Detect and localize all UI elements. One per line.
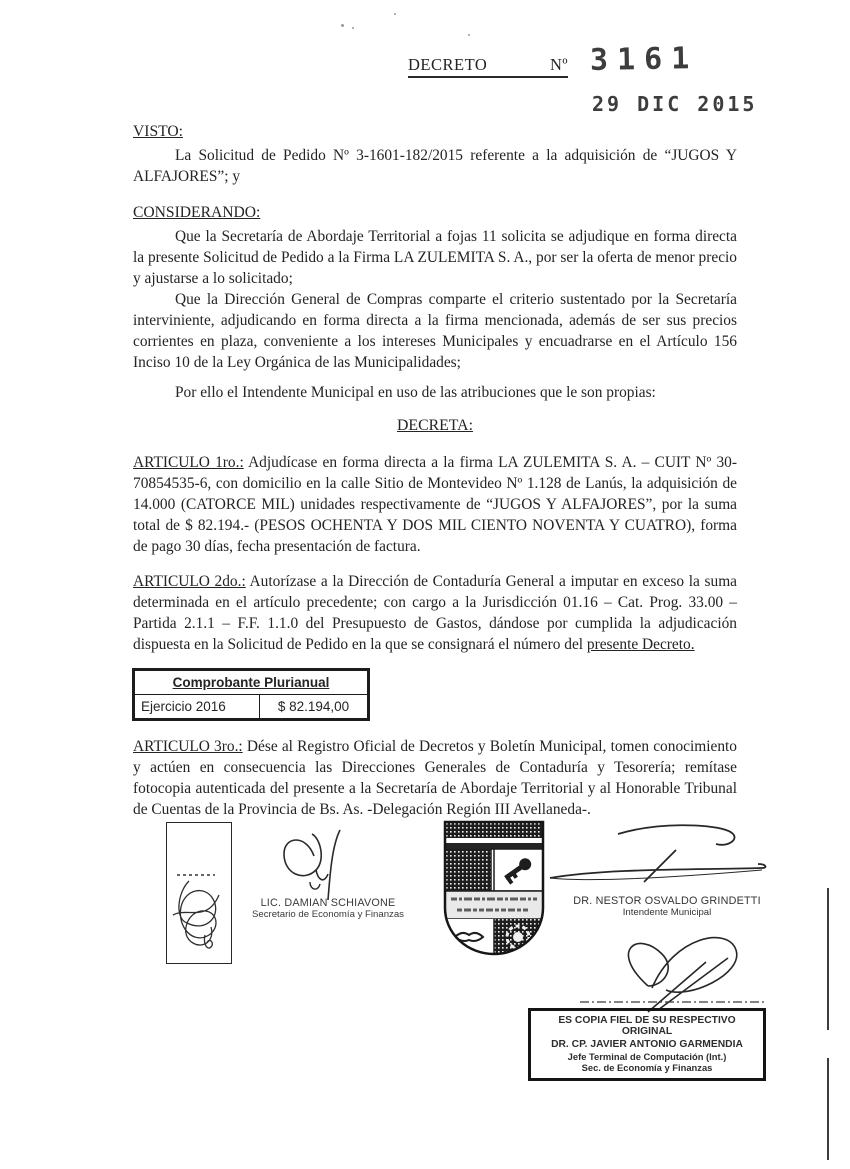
article-2-underlined-tail: presente Decreto. <box>586 636 695 653</box>
visto-heading: VISTO: <box>133 123 183 140</box>
scan-speck <box>352 27 354 29</box>
document-body <box>133 121 737 834</box>
date-stamp: 29 DIC 2015 <box>592 92 758 116</box>
considerando-paragraph-2: Que la Dirección General de Compras comparte el criterio sustentado por la Secretaría interviniente, adjudicando en forma directa a la firma mencionada, además de ser sus precios corrientes en plaza, conveniente a los intereses Municipales y encuadrarse en el Artículo 156 Inciso 10 de la Ley Orgánica de las Municipalidades; <box>133 291 737 371</box>
decree-header <box>408 55 568 78</box>
visto-paragraph: La Solicitud de Pedido Nº 3-1601-182/2015 referente a la adquisición de “JUGOS Y ALFAJORES”; y <box>133 147 737 185</box>
considerando-paragraph-1: Que la Secretaría de Abordaje Territorial a fojas 11 solicita se adjudique en forma directa la presente Solicitud de Pedido a la Firma LA ZULEMITA S. A., por ser la oferta de menor precio y ajustarse a lo solicitado; <box>133 228 737 287</box>
scan-speck <box>394 13 396 15</box>
grindetti-name-block <box>558 895 776 918</box>
schiavone-signature-icon <box>270 826 390 904</box>
table-row <box>134 695 368 720</box>
scan-speck <box>341 24 344 27</box>
page-edge-line <box>827 888 829 1030</box>
decree-number-label: Nº <box>549 55 568 74</box>
certification-stamp-box <box>528 1008 766 1081</box>
cert-line-3: Jefe Terminal de Computación (Int.) <box>567 1051 727 1062</box>
garmendia-signature-icon <box>578 928 768 1016</box>
cert-line-4: Sec. de Economía y Finanzas <box>581 1062 713 1073</box>
closing-clause: Por ello el Intendente Municipal en uso de las atribuciones que le son propias: <box>175 384 656 401</box>
decreta-heading: DECRETA: <box>397 417 473 434</box>
decree-number-stamp: 3161 <box>589 41 699 78</box>
considerando-heading: CONSIDERANDO: <box>133 204 261 221</box>
importe-cell: $ 82.194,00 <box>260 695 368 720</box>
article-2-label: ARTICULO 2do.: <box>133 573 246 590</box>
plurianual-table <box>133 669 369 720</box>
decree-title: DECRETO <box>408 55 488 74</box>
lanus-coat-of-arms-seal <box>437 818 551 958</box>
scan-speck <box>468 34 470 36</box>
grindetti-signature-icon <box>548 820 778 890</box>
grindetti-name: DR. NESTOR OSVALDO GRINDETTI <box>573 895 761 907</box>
page-edge-line <box>827 1058 829 1160</box>
article-3 <box>133 736 737 820</box>
article-1-label: ARTICULO 1ro.: <box>133 454 244 471</box>
schiavone-name: LIC. DAMIAN SCHIAVONE <box>260 897 396 909</box>
schiavone-name-block <box>243 897 413 920</box>
schiavone-title: Secretario de Economía y Finanzas <box>252 909 404 920</box>
article-2 <box>133 571 737 655</box>
article-1-text: Adjudícase en forma directa a la firma LA ZULEMITA S. A. – CUIT Nº 30-70854535-6, con domicilio en la calle Sitio de Montevideo Nº 1.128 de Lanús, la adquisición de 14.000 (CATORCE MIL) unidades respectivamente de “JUGOS Y ALFAJORES”, por la suma total de $ 82.194.- (PESOS OCHENTA Y DOS MIL CIENTO NOVENTA Y CUATRO), forma de pago 30 días, fecha presentación de factura. <box>133 454 737 555</box>
cert-line-1: ES COPIA FIEL DE SU RESPECTIVO ORIGINAL <box>558 1015 736 1037</box>
article-2-text: Autorízase a la Dirección de Contaduría General a imputar en exceso la suma determinada en el artículo precedente; con cargo a la Jurisdicción 01.16 – Cat. Prog. 33.00 – Partida 2.1.1 – F.F. 1.1.0 del Presupuesto de Gastos, dándose por cumplida la adjudicación dispuesta en la Solicitud de Pedido en la que se consignará el número del <box>133 573 738 653</box>
article-3-text: Dése al Registro Oficial de Decretos y Boletín Municipal, tomen conocimiento y actúen en consecuencia las Direcciones Generales de Contaduría y Tesorería; remítase fotocopia autenticada del presente a la Secretaría de Abordaje Territorial y al Honorable Tribunal de Cuentas de la Provincia de Bs. As. -Delegación Región III Avellaneda-. <box>133 738 737 818</box>
ejercicio-cell: Ejercicio 2016 <box>141 699 226 714</box>
left-signature-stamp-box <box>166 822 232 964</box>
plurianual-table-header: Comprobante Plurianual <box>134 670 368 695</box>
grindetti-title: Intendente Municipal <box>622 907 712 918</box>
cert-line-2: DR. CP. JAVIER ANTONIO GARMENDIA <box>551 1039 743 1050</box>
article-3-label: ARTICULO 3ro.: <box>133 738 243 755</box>
signature-scribble-icon <box>167 823 231 963</box>
article-1 <box>133 452 737 557</box>
